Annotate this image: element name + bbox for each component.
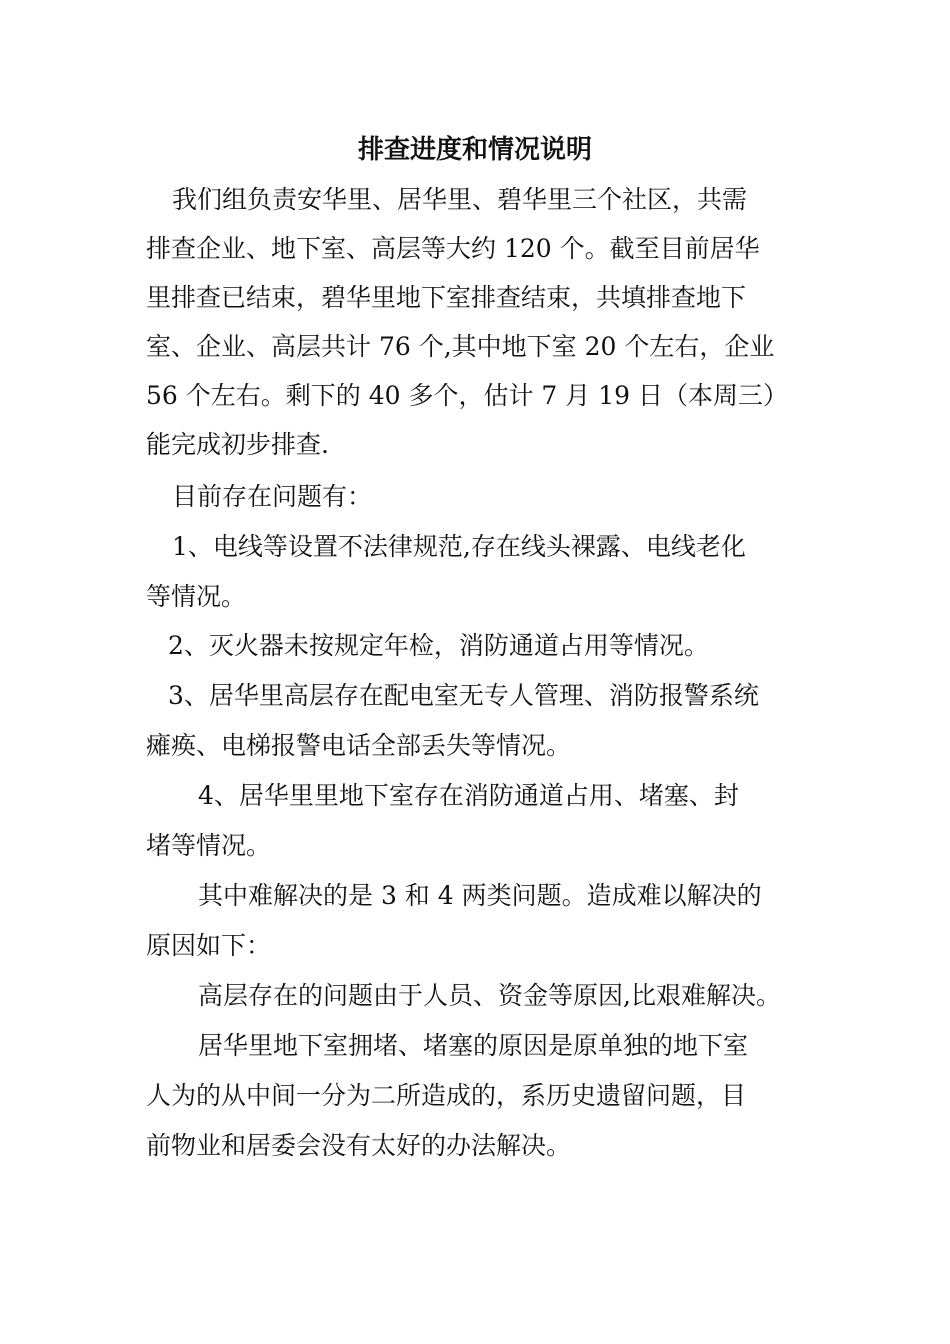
body-line: 瘫痪、电梯报警电话全部丢失等情况。 xyxy=(146,731,572,760)
document-title: 排查进度和情况说明 xyxy=(357,135,592,165)
body-line: 人为的从中间一分为二所造成的，系历史遗留问题，目 xyxy=(146,1081,747,1110)
body-line: 堵等情况。 xyxy=(146,831,272,860)
body-line: 3、居华里高层存在配电室无专人管理、消防报警系统 xyxy=(168,681,759,710)
body-line: 我们组负责安华里、居华里、碧华里三个社区，共需 xyxy=(172,185,748,214)
body-line: 排查企业、地下室、高层等大约 120 个。截至目前居华 xyxy=(146,234,760,263)
body-line: 目前存在问题有： xyxy=(172,482,373,511)
body-line: 前物业和居委会没有太好的办法解决。 xyxy=(146,1131,572,1160)
body-line: 56 个左右。剩下的 40 多个，估计 7 月 19 日（本周三） xyxy=(146,381,788,410)
body-line: 4、居华里里地下室存在消防通道占用、堵塞、封 xyxy=(198,781,739,810)
body-line: 2、灭火器未按规定年检，消防通道占用等情况。 xyxy=(168,631,709,660)
body-line: 居华里地下室拥堵、堵塞的原因是原单独的地下室 xyxy=(198,1031,749,1060)
body-line: 等情况。 xyxy=(146,582,247,611)
body-line: 能完成初步排查. xyxy=(146,430,329,459)
body-line: 原因如下： xyxy=(146,931,272,960)
body-line: 其中难解决的是 3 和 4 两类问题。造成难以解决的 xyxy=(198,881,762,910)
body-line: 里排查已结束，碧华里地下室排查结束，共填排查地下 xyxy=(146,283,747,312)
body-line: 室、企业、高层共计 76 个,其中地下室 20 个左右，企业 xyxy=(146,332,775,361)
body-line: 1、电线等设置不法律规范,存在线头裸露、电线老化 xyxy=(172,532,746,561)
body-line: 高层存在的问题由于人员、资金等原因,比艰难解决。 xyxy=(198,981,781,1010)
